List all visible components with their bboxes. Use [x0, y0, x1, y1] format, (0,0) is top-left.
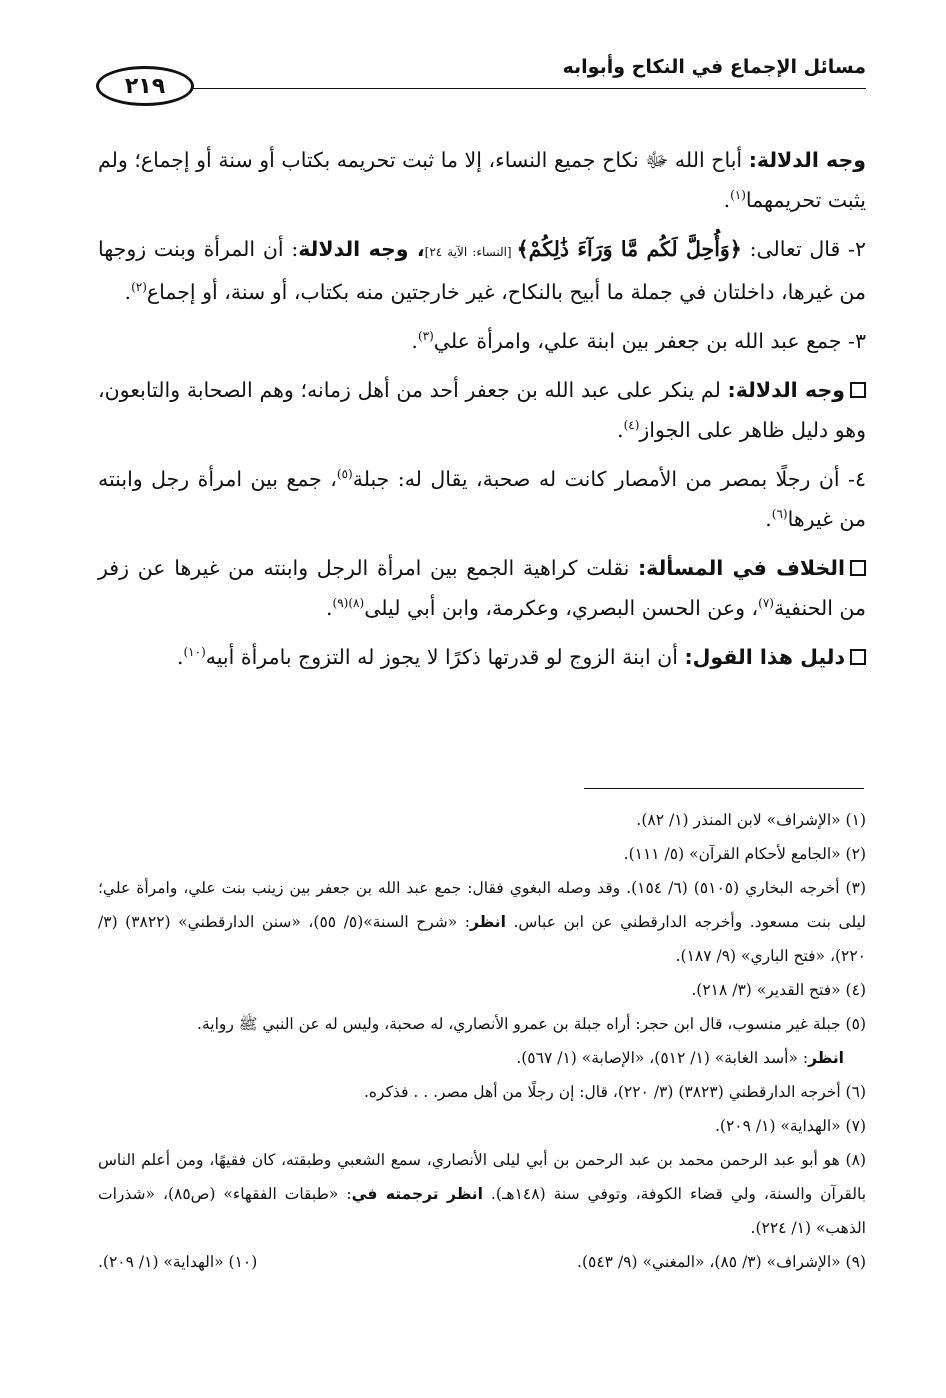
footnote-6: (٦) أخرجه الدارقطني (٣٨٢٣) (٣/ ٢٢٠)، قال: إن رجلًا من أهل مصر. . . فذكره. [363, 1083, 866, 1101]
footnote-2: (٢) «الجامع لأحكام القرآن» (٥/ ١١١). [623, 845, 866, 863]
main-text [98, 140, 866, 686]
square-bullet-icon [850, 649, 866, 665]
footnote-10: (١٠) «الهداية» (١/ ٢٠٩). [98, 1253, 258, 1271]
paragraph-5 [98, 459, 866, 539]
footnote-4: (٤) «فتح القدير» (٣/ ٢١٨). [691, 981, 866, 999]
footnote-5-text-b: : «أسد الغابة» (١/ ٥١٢)، «الإصابة» (١/ ٥٦٧). [516, 1049, 809, 1067]
footnote-ref-4[interactable]: (٤) [623, 418, 640, 433]
paragraph-2-text: : أن المرأة وبنت زوجها من غيرها، داخلتان في جملة ما أبيح بالنكاح، غير خارجتين منه بكتاب، أو سنة، أو إجماع [98, 237, 866, 304]
footnote-8 [98, 1143, 866, 1245]
end-mark: . [723, 188, 731, 212]
paragraph-1-text: أباح الله ﷻ نكاح جميع النساء، إلا ما ثبت تحريمه بكتاب أو سنة أو إجماع؛ ولم يثبت تحريمهما [98, 148, 866, 212]
footnote-8-text-b: : «طبقات الفقهاء» (ص٨٥)، «شذرات الذهب» (١/ ٢٢٤). [98, 1185, 866, 1237]
footnote-ref-8-9[interactable]: (٨)(٩) [332, 596, 365, 611]
paragraph-7-text: أن ابنة الزوج لو قدرتها ذكرًا لا يجوز له التزوج بامرأة أبيه [205, 645, 685, 669]
paragraph-1 [98, 140, 866, 220]
paragraph-3-text: ٣- جمع عبد الله بن جعفر بين ابنة علي، وامرأة علي [433, 329, 866, 353]
label-disagreement: الخلاف في المسألة: [637, 556, 845, 580]
paragraph-2-intro: ٢- قال تعالى: [741, 237, 867, 261]
end-mark: . [617, 418, 624, 442]
label-proof: دليل هذا القول: [684, 645, 845, 669]
footnotes [98, 803, 866, 1279]
footnote-3 [98, 871, 866, 973]
paragraph-5-text-a: ٤- أن رجلًا بمصر من الأمصار كانت له صحبة، يقال له: جبلة [352, 467, 866, 491]
label-evidence-3: وجه الدلالة: [727, 378, 845, 402]
footnote-8-text-a: (٨) هو أبو عبد الرحمن محمد بن عبد الرحمن بن أبي ليلى الأنصاري، سمع الشعبي وطبقته، كان فقيهًا، ومن أعلم الناس بالقرآن والسنة، ولي قضاء الكوفة، وتوفي سنة (١٤٨هـ). [98, 1151, 867, 1203]
square-bullet-icon [850, 560, 866, 576]
footnote-3-text-b: : «شرح السنة»(٥/ ٥٥)، «سنن الدارقطني» (٣٨٢٢) (٣/ ٢٢٠)، «فتح الباري» (٩/ ١٨٧). [98, 913, 866, 965]
footnote-7: (٧) «الهداية» (١/ ٢٠٩). [715, 1117, 866, 1135]
paragraph-6 [98, 548, 866, 628]
quran-verse: ﴿وَأُحِلَّ لَكُم مَّا وَرَآءَ ذَٰلِكُمْ﴾ [516, 237, 742, 261]
footnote-ref-5[interactable]: (٥) [336, 467, 353, 482]
footnote-5-continuation [98, 1041, 844, 1075]
paragraph-4 [98, 370, 866, 450]
footnote-3-text-a: (٣) أخرجه البخاري (٥١٠٥) (٦/ ١٥٤). وقد وصله البغوي فقال: جمع عبد الله بن جعفر بين زينب بنت علي، وامرأة علي؛ ليلى بنت مسعود. وأخرجه الدارقطني عن ابن عباس. [98, 879, 866, 931]
square-bullet-icon [850, 382, 866, 398]
footnote-9: (٩) «الإشراف» (٣/ ٨٥)، «المغني» (٩/ ٥٤٣). [577, 1253, 866, 1271]
footnote-8-label: انظر ترجمته في [351, 1185, 483, 1203]
footnote-1: (١) «الإشراف» لابن المنذر (١/ ٨٢). [636, 811, 866, 829]
paragraph-6-text-a: نقلت كراهية الجمع بين امرأة الرجل وابنته من غيرها عن زفر من الحنفية [98, 556, 866, 620]
paragraph-5-text-b: ، جمع بين امرأة رجل وابنته من غيرها [98, 467, 866, 531]
page-number-oval [96, 66, 194, 106]
footnote-separator [584, 788, 864, 789]
end-mark: . [411, 329, 418, 353]
label-evidence: وجه الدلالة: [748, 148, 866, 172]
footnote-ref-10[interactable]: (١٠) [183, 645, 206, 660]
end-mark: . [176, 645, 184, 669]
paragraph-4-text: لم ينكر على عبد الله بن جعفر أحد من أهل زمانه؛ وهم الصحابة والتابعون، وهو دليل ظاهر على الجواز [98, 378, 866, 442]
paragraph-6-text-b: ، وعن الحسن البصري، وعكرمة، وابن أبي ليلى [364, 596, 759, 620]
page-number: ٢١٩ [124, 73, 166, 99]
running-title: مسائل الإجماع في النكاح وأبوابه [562, 56, 866, 78]
footnote-ref-2[interactable]: (٢) [131, 280, 147, 295]
end-mark: . [765, 507, 772, 531]
paragraph-7 [98, 637, 866, 677]
footnote-5-label: انظر [808, 1049, 844, 1067]
end-mark: . [326, 596, 333, 620]
footnotes-last-row [98, 1245, 866, 1279]
footnote-ref-1[interactable]: (١) [730, 188, 746, 203]
label-evidence-2: ، وجه الدلالة [298, 237, 425, 261]
verse-reference: [النساء: الآية ٢٤] [424, 245, 517, 259]
footnote-ref-3[interactable]: (٣) [417, 329, 434, 344]
paragraph-2 [98, 229, 866, 312]
footnote-5 [98, 1007, 866, 1041]
page-header [96, 52, 866, 102]
end-mark: . [124, 280, 132, 304]
footnote-3-label: انظر [470, 913, 506, 931]
paragraph-3 [98, 321, 866, 361]
footnote-ref-6[interactable]: (٦) [771, 507, 788, 522]
header-rule [192, 88, 866, 89]
footnote-5-text-a: (٥) جبلة غير منسوب، قال ابن حجر: أراه جبلة بن عمرو الأنصاري، له صحبة، وليس له عن النبي ﷺ رواية. [197, 1015, 866, 1033]
footnote-ref-7[interactable]: (٧) [758, 596, 774, 611]
